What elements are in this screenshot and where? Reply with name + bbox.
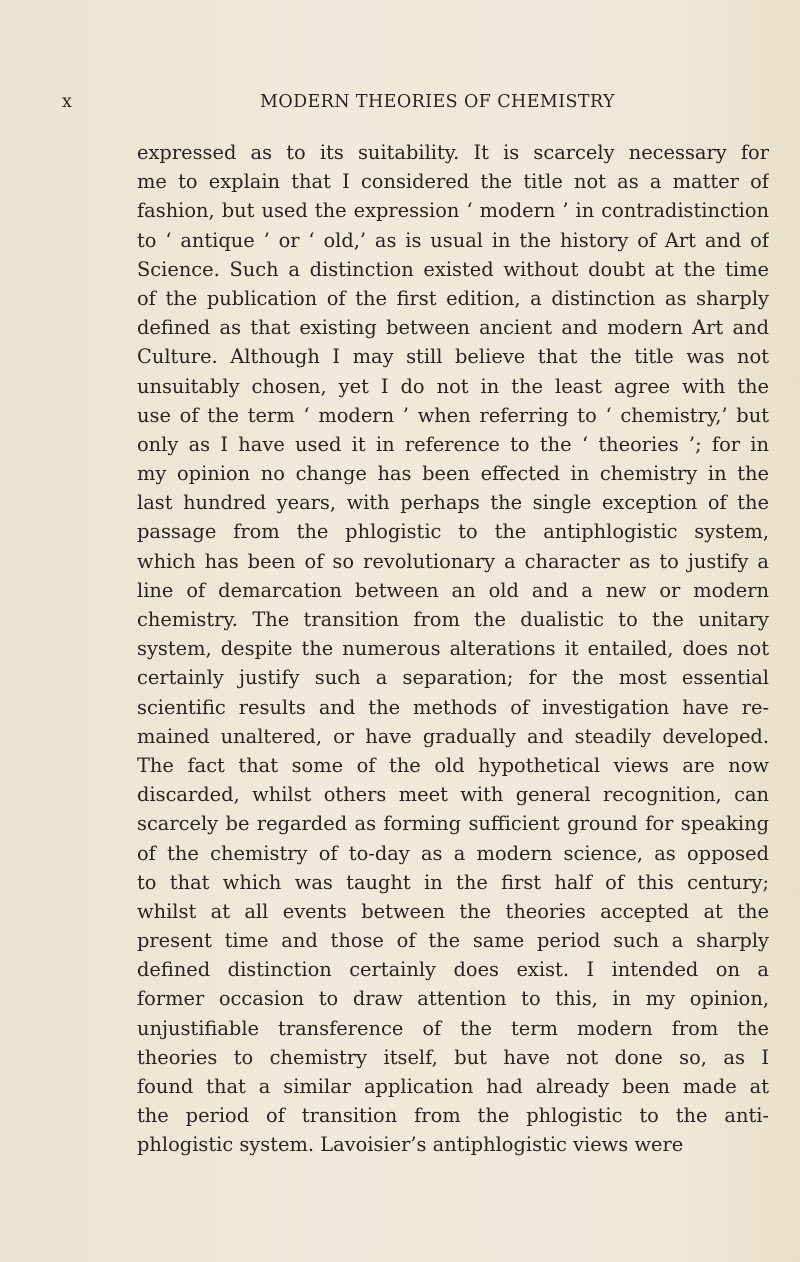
text-line: passage from the phlogistic to the antiphlogistic system, <box>137 520 769 544</box>
text-line: Science. Such a distinction existed without doubt at the time <box>137 257 769 281</box>
running-title: MODERN THEORIES OF CHEMISTRY <box>260 92 615 112</box>
text-line: me to explain that I considered the title not as a matter of <box>137 170 769 194</box>
text-line: only as I have used it in reference to the ‘ theories ’; for in <box>137 432 769 456</box>
text-line: defined as that existing between ancient and modern Art and <box>137 316 769 340</box>
text-line: chemistry. The transition from the dualistic to the unitary <box>137 608 769 631</box>
text-line: scientific results and the methods of investigation have re- <box>137 695 769 719</box>
text-line: discarded, whilst others meet with general recognition, can <box>137 783 769 807</box>
text-line: expressed as to its suitability. It is scarcely necessary for <box>137 141 769 164</box>
text-line: whilst at all events between the theories accepted at the <box>137 899 769 923</box>
text-line: found that a similar application had already been made at <box>137 1075 769 1098</box>
text-line: system, despite the numerous alterations it entailed, does not <box>137 637 769 661</box>
text-line: which has been of so revolutionary a character as to justify a <box>137 549 769 573</box>
text-line: of the chemistry of to-day as a modern science, as opposed <box>137 841 769 865</box>
text-line: to that which was taught in the first half of this century; <box>137 870 769 894</box>
text-line: scarcely be regarded as forming sufficient ground for speaking <box>137 812 769 836</box>
text-line: The fact that some of the old hypothetical views are now <box>137 753 769 777</box>
text-line: present time and those of the same period such a sharply <box>137 929 769 953</box>
text-line: fashion, but used the expression ‘ modern ’ in contradistinction <box>137 199 769 223</box>
text-line: defined distinction certainly does exist. I intended on a <box>137 958 769 982</box>
text-line: to ‘ antique ’ or ‘ old,’ as is usual in the history of Art and of <box>137 228 769 252</box>
text-line: the period of transition from the phlogistic to the anti- <box>137 1104 769 1128</box>
text-line: theories to chemistry itself, but have not done so, as I <box>137 1045 769 1069</box>
text-line: Culture. Although I may still believe that the title was not <box>137 345 769 369</box>
text-line: line of demarcation between an old and a new or modern <box>137 578 769 602</box>
text-line: of the publication of the first edition, a distinction as sharply <box>137 286 769 310</box>
page-number: x <box>62 92 73 112</box>
page-header <box>0 92 800 116</box>
text-line: unjustifiable transference of the term modern from the <box>137 1016 769 1040</box>
text-line: my opinion no change has been effected in chemistry in the <box>137 462 769 486</box>
text-line: use of the term ‘ modern ’ when referring to ‘ chemistry,’ but <box>137 403 769 427</box>
text-line: former occasion to draw attention to this, in my opinion, <box>137 987 769 1011</box>
text-line: phlogistic system. Lavoisier’s antiphlogistic views were <box>137 1133 684 1157</box>
text-line: last hundred years, with perhaps the single exception of the <box>137 491 769 515</box>
text-line: unsuitably chosen, yet I do not in the least agree with the <box>137 374 769 398</box>
text-line: mained unaltered, or have gradually and steadily developed. <box>137 724 769 748</box>
body-text <box>137 138 769 1160</box>
text-line: certainly justify such a separation; for the most essential <box>137 666 769 690</box>
